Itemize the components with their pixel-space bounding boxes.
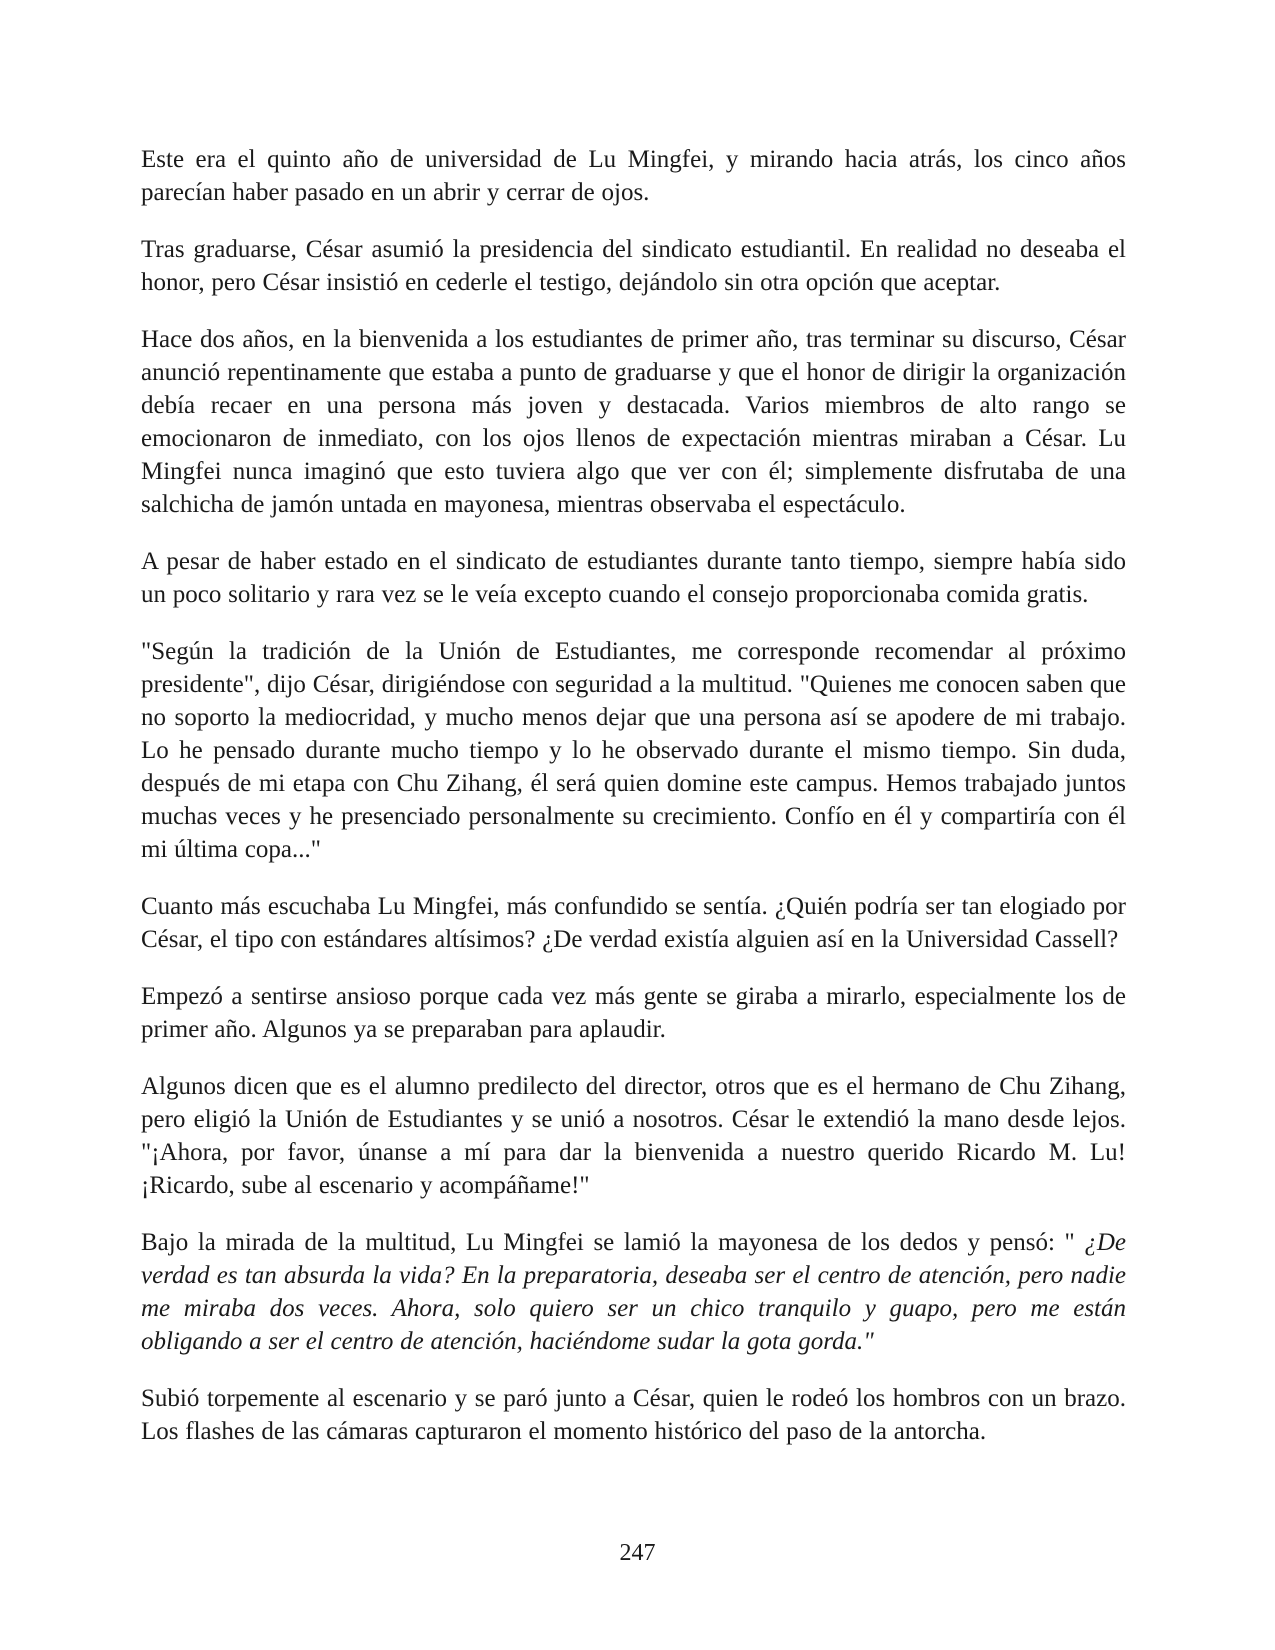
paragraph-10: Subió torpemente al escenario y se paró junto a César, quien le rodeó los hombros con un brazo. Los flashes de las cámaras capturaron el momento histórico del paso de la antorcha. bbox=[141, 1385, 1126, 1445]
paragraph-9-narration: Bajo la mirada de la multitud, Lu Mingfei se lamió la mayonesa de los dedos y pensó: " bbox=[141, 1229, 1085, 1256]
paragraph-5: "Según la tradición de la Unión de Estudiantes, me corresponde recomendar al próximo presidente", dijo César, dirigiéndose con seguridad a la multitud. "Quienes me conocen saben que no soporto la mediocridad, y mucho menos dejar que una persona así se apodere de mi trabajo. Lo he pensado durante mucho tiempo y lo he observado durante el mismo tiempo. Sin duda, después de mi etapa con Chu Zihang, él será quien domine este campus. Hemos trabajado juntos muchas veces y he presenciado personalmente su crecimiento. Confío en él y compartiría con él mi última copa..." bbox=[141, 638, 1126, 863]
paragraph-3: Hace dos años, en la bienvenida a los estudiantes de primer año, tras terminar su discurso, César anunció repentinamente que estaba a punto de graduarse y que el honor de dirigir la organización debía recaer en una persona más joven y destacada. Varios miembros de alto rango se emocionaron de inmediato, con los ojos llenos de expectación mientras miraban a César. Lu Mingfei nunca imaginó que esto tuviera algo que ver con él; simplemente disfrutaba de una salchicha de jamón untada en mayonesa, mientras observaba el espectáculo. bbox=[141, 326, 1126, 518]
text-body bbox=[141, 143, 1126, 1472]
paragraph-1: Este era el quinto año de universidad de Lu Mingfei, y mirando hacia atrás, los cinco años parecían haber pasado en un abrir y cerrar de ojos. bbox=[141, 146, 1126, 206]
paragraph-7: Empezó a sentirse ansioso porque cada vez más gente se giraba a mirarlo, especialmente los de primer año. Algunos ya se preparaban para aplaudir. bbox=[141, 983, 1126, 1043]
paragraph-8: Algunos dicen que es el alumno predilecto del director, otros que es el hermano de Chu Zihang, pero eligió la Unión de Estudiantes y se unió a nosotros. César le extendió la mano desde lejos. "¡Ahora, por favor, únanse a mí para dar la bienvenida a nuestro querido Ricardo M. Lu! ¡Ricardo, sube al escenario y acompáñame!" bbox=[141, 1073, 1126, 1199]
page-number: 247 bbox=[619, 1540, 656, 1566]
paragraph-9 bbox=[141, 1226, 1126, 1358]
paragraph-2: Tras graduarse, César asumió la presidencia del sindicato estudiantil. En realidad no deseaba el honor, pero César insistió en cederle el testigo, dejándolo sin otra opción que aceptar. bbox=[141, 236, 1126, 296]
paragraph-4: A pesar de haber estado en el sindicato de estudiantes durante tanto tiempo, siempre había sido un poco solitario y rara vez se le veía excepto cuando el consejo proporcionaba comida gratis. bbox=[141, 548, 1126, 608]
paragraph-9-inner-thought: ¿De verdad es tan absurda la vida? En la preparatoria, deseaba ser el centro de atención, pero nadie me miraba dos veces. Ahora, solo quiero ser un chico tranquilo y guapo, pero me están obligando a ser el centro de atención, haciéndome sudar la gota gorda." bbox=[141, 1229, 1126, 1355]
paragraph-6: Cuanto más escuchaba Lu Mingfei, más confundido se sentía. ¿Quién podría ser tan elogiado por César, el tipo con estándares altísimos? ¿De verdad existía alguien así en la Universidad Cassell? bbox=[141, 893, 1126, 953]
